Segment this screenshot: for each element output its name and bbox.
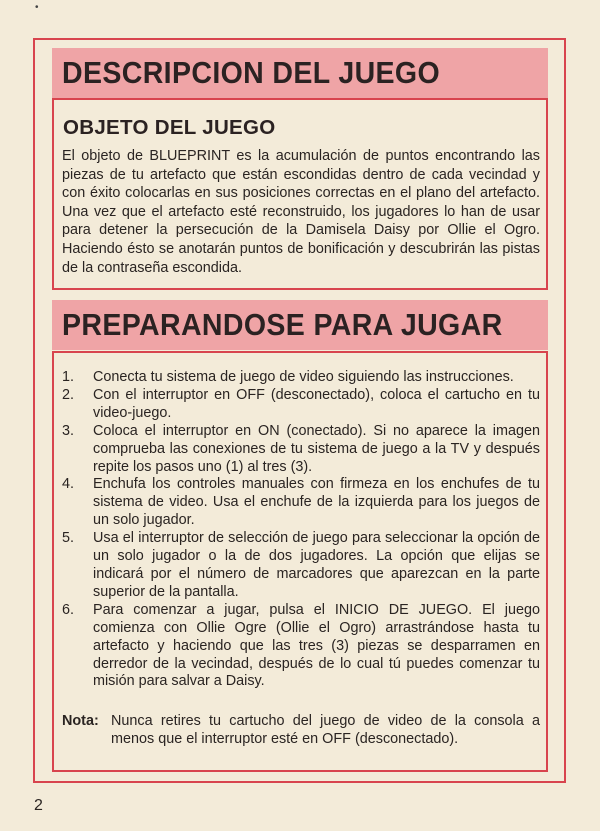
objective-paragraph: El objeto de BLUEPRINT es la acumulación de puntos encontrando las piezas de tu artefacto que están escondidas dentro de cada vecindad y con éxito colocarlas en sus posiciones correctas en el plano del artefacto. Una vez que el artefacto esté reconstruido, los jugadores lo han de usar para detener la persecución de la Damisela Daisy por Ollie el Ogro. Haciendo ésto se anotarán puntos de bonificación y descubrirán las pistas de la contraseña escondida. — [62, 148, 540, 276]
step-item — [62, 602, 540, 692]
step-item — [62, 387, 540, 423]
section-title-preparando: PREPARANDOSE PARA JUGAR — [62, 307, 503, 342]
step-number: 2. — [62, 386, 75, 403]
setup-steps-list — [62, 369, 540, 691]
note-text: Nunca retires tu cartucho del juego de video de la consola a menos que el interruptor esté en OFF (desconectado). — [111, 713, 540, 747]
subheading-objeto: OBJETO DEL JUEGO — [63, 116, 276, 139]
step-text: Coloca el interruptor en ON (conectado). Si no aparece la imagen comprueba las conexiones de tu sistema de juego a la TV y después repite los pasos uno (1) al tres (3). — [93, 422, 540, 475]
step-item — [62, 476, 540, 530]
step-number: 4. — [62, 476, 75, 493]
step-text: Conecta tu sistema de juego de video siguiendo las instrucciones. — [93, 369, 514, 385]
step-text: Usa el interruptor de selección de juego para seleccionar la opción de un solo jugador o la de dos jugadores. La opción que elijas se indicará por el número de marcadores que aparezcan en la parte superior de la pantalla. — [93, 530, 540, 600]
step-number: 5. — [62, 530, 75, 547]
step-text: Con el interruptor en OFF (desconectado), coloca el cartucho en tu video-juego. — [93, 386, 540, 421]
step-text: Para comenzar a jugar, pulsa el INICIO DE JUEGO. El juego comienza con Ollie Ogre (Ollie el Ogro) arrastrándose hasta tu artefacto y haciendo que las tres (3) piezas se desparramen en derredor de la vecindad, después de lo cual tú puedes comenzar tu misión para salvar a Daisy. — [93, 601, 540, 690]
note — [62, 713, 540, 749]
step-number: 3. — [62, 422, 75, 439]
step-text: Enchufa los controles manuales con firmeza en los enchufes de tu sistema de video. Usa el enchufe de la izquierda para los juegos de un solo jugador. — [93, 476, 540, 529]
section-title-descripcion: DESCRIPCION DEL JUEGO — [62, 55, 441, 90]
step-number: 6. — [62, 601, 75, 618]
section-banner-preparando — [52, 300, 548, 350]
section-banner-descripcion — [52, 48, 548, 98]
note-label: Nota: — [62, 713, 99, 729]
step-item — [62, 369, 540, 387]
step-item — [62, 530, 540, 602]
page-number: 2 — [34, 797, 43, 814]
step-number: 1. — [62, 369, 75, 385]
step-item — [62, 423, 540, 477]
corner-mark: • — [35, 2, 39, 13]
